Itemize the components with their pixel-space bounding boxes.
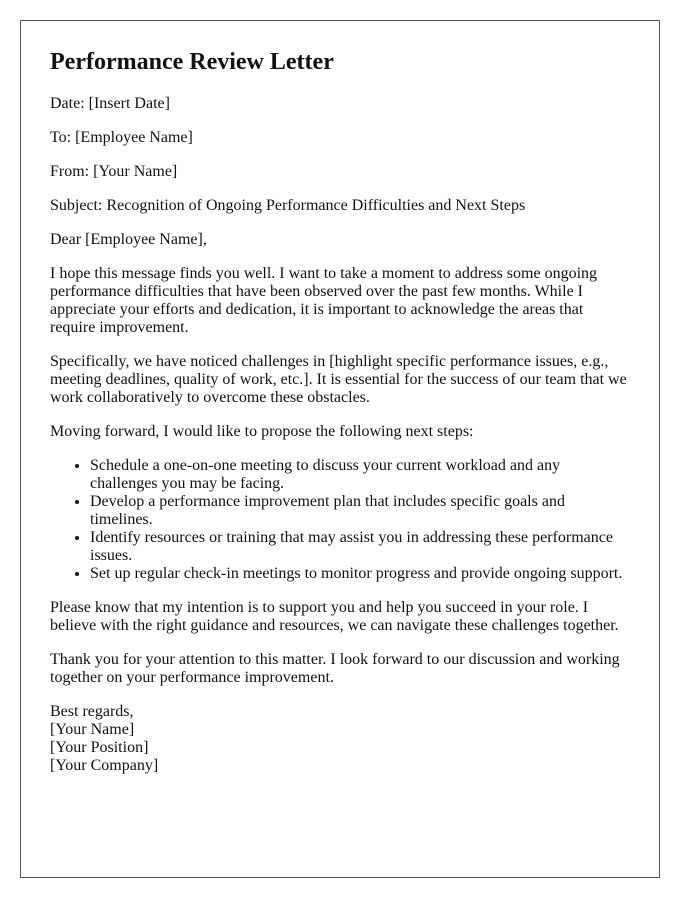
list-item: • Develop a performance improvement plan that includes specific goals and timelines. bbox=[90, 493, 630, 529]
date-line: Date: [Insert Date] bbox=[50, 95, 170, 112]
to-line: To: [Employee Name] bbox=[50, 129, 193, 146]
body-paragraph-1: I hope this message finds you well. I want to take a moment to address some ongoing performance difficulties that have been observed over the past few months. While I appreciate your efforts and dedication, it is important to acknowledge the areas that require improvement. bbox=[50, 265, 598, 336]
from-line: From: [Your Name] bbox=[50, 163, 178, 180]
letter-title: Performance Review Letter bbox=[50, 49, 334, 75]
signature-company: [Your Company] bbox=[50, 757, 159, 774]
closing: Best regards, bbox=[50, 703, 134, 720]
list-item: • Set up regular check-in meetings to monitor progress and provide ongoing support. bbox=[90, 565, 630, 583]
body-paragraph-4: Please know that my intention is to support you and help you succeed in your role. I believe with the right guidance and resources, we can navigate these challenges together. bbox=[50, 599, 619, 634]
body-paragraph-3: Moving forward, I would like to propose the following next steps: bbox=[50, 423, 474, 440]
signature-name: [Your Name] bbox=[50, 721, 135, 738]
list-item: • Schedule a one-on-one meeting to discuss your current workload and any challenges you may be facing. bbox=[90, 457, 630, 493]
signature-position: [Your Position] bbox=[50, 739, 149, 756]
next-steps-list bbox=[50, 457, 630, 583]
letter-page bbox=[20, 20, 660, 878]
salutation: Dear [Employee Name], bbox=[50, 231, 207, 248]
subject-line: Subject: Recognition of Ongoing Performance Difficulties and Next Steps bbox=[50, 197, 526, 214]
list-item: • Identify resources or training that may assist you in addressing these performance issues. bbox=[90, 529, 630, 565]
body-paragraph-5: Thank you for your attention to this matter. I look forward to our discussion and working together on your performance improvement. bbox=[50, 651, 620, 686]
body-paragraph-2: Specifically, we have noticed challenges in [highlight specific performance issues, e.g., meeting deadlines, quality of work, etc.]. It is essential for the success of our team that we work collaboratively to overcome these obstacles. bbox=[50, 353, 627, 406]
signature-block bbox=[50, 703, 630, 775]
